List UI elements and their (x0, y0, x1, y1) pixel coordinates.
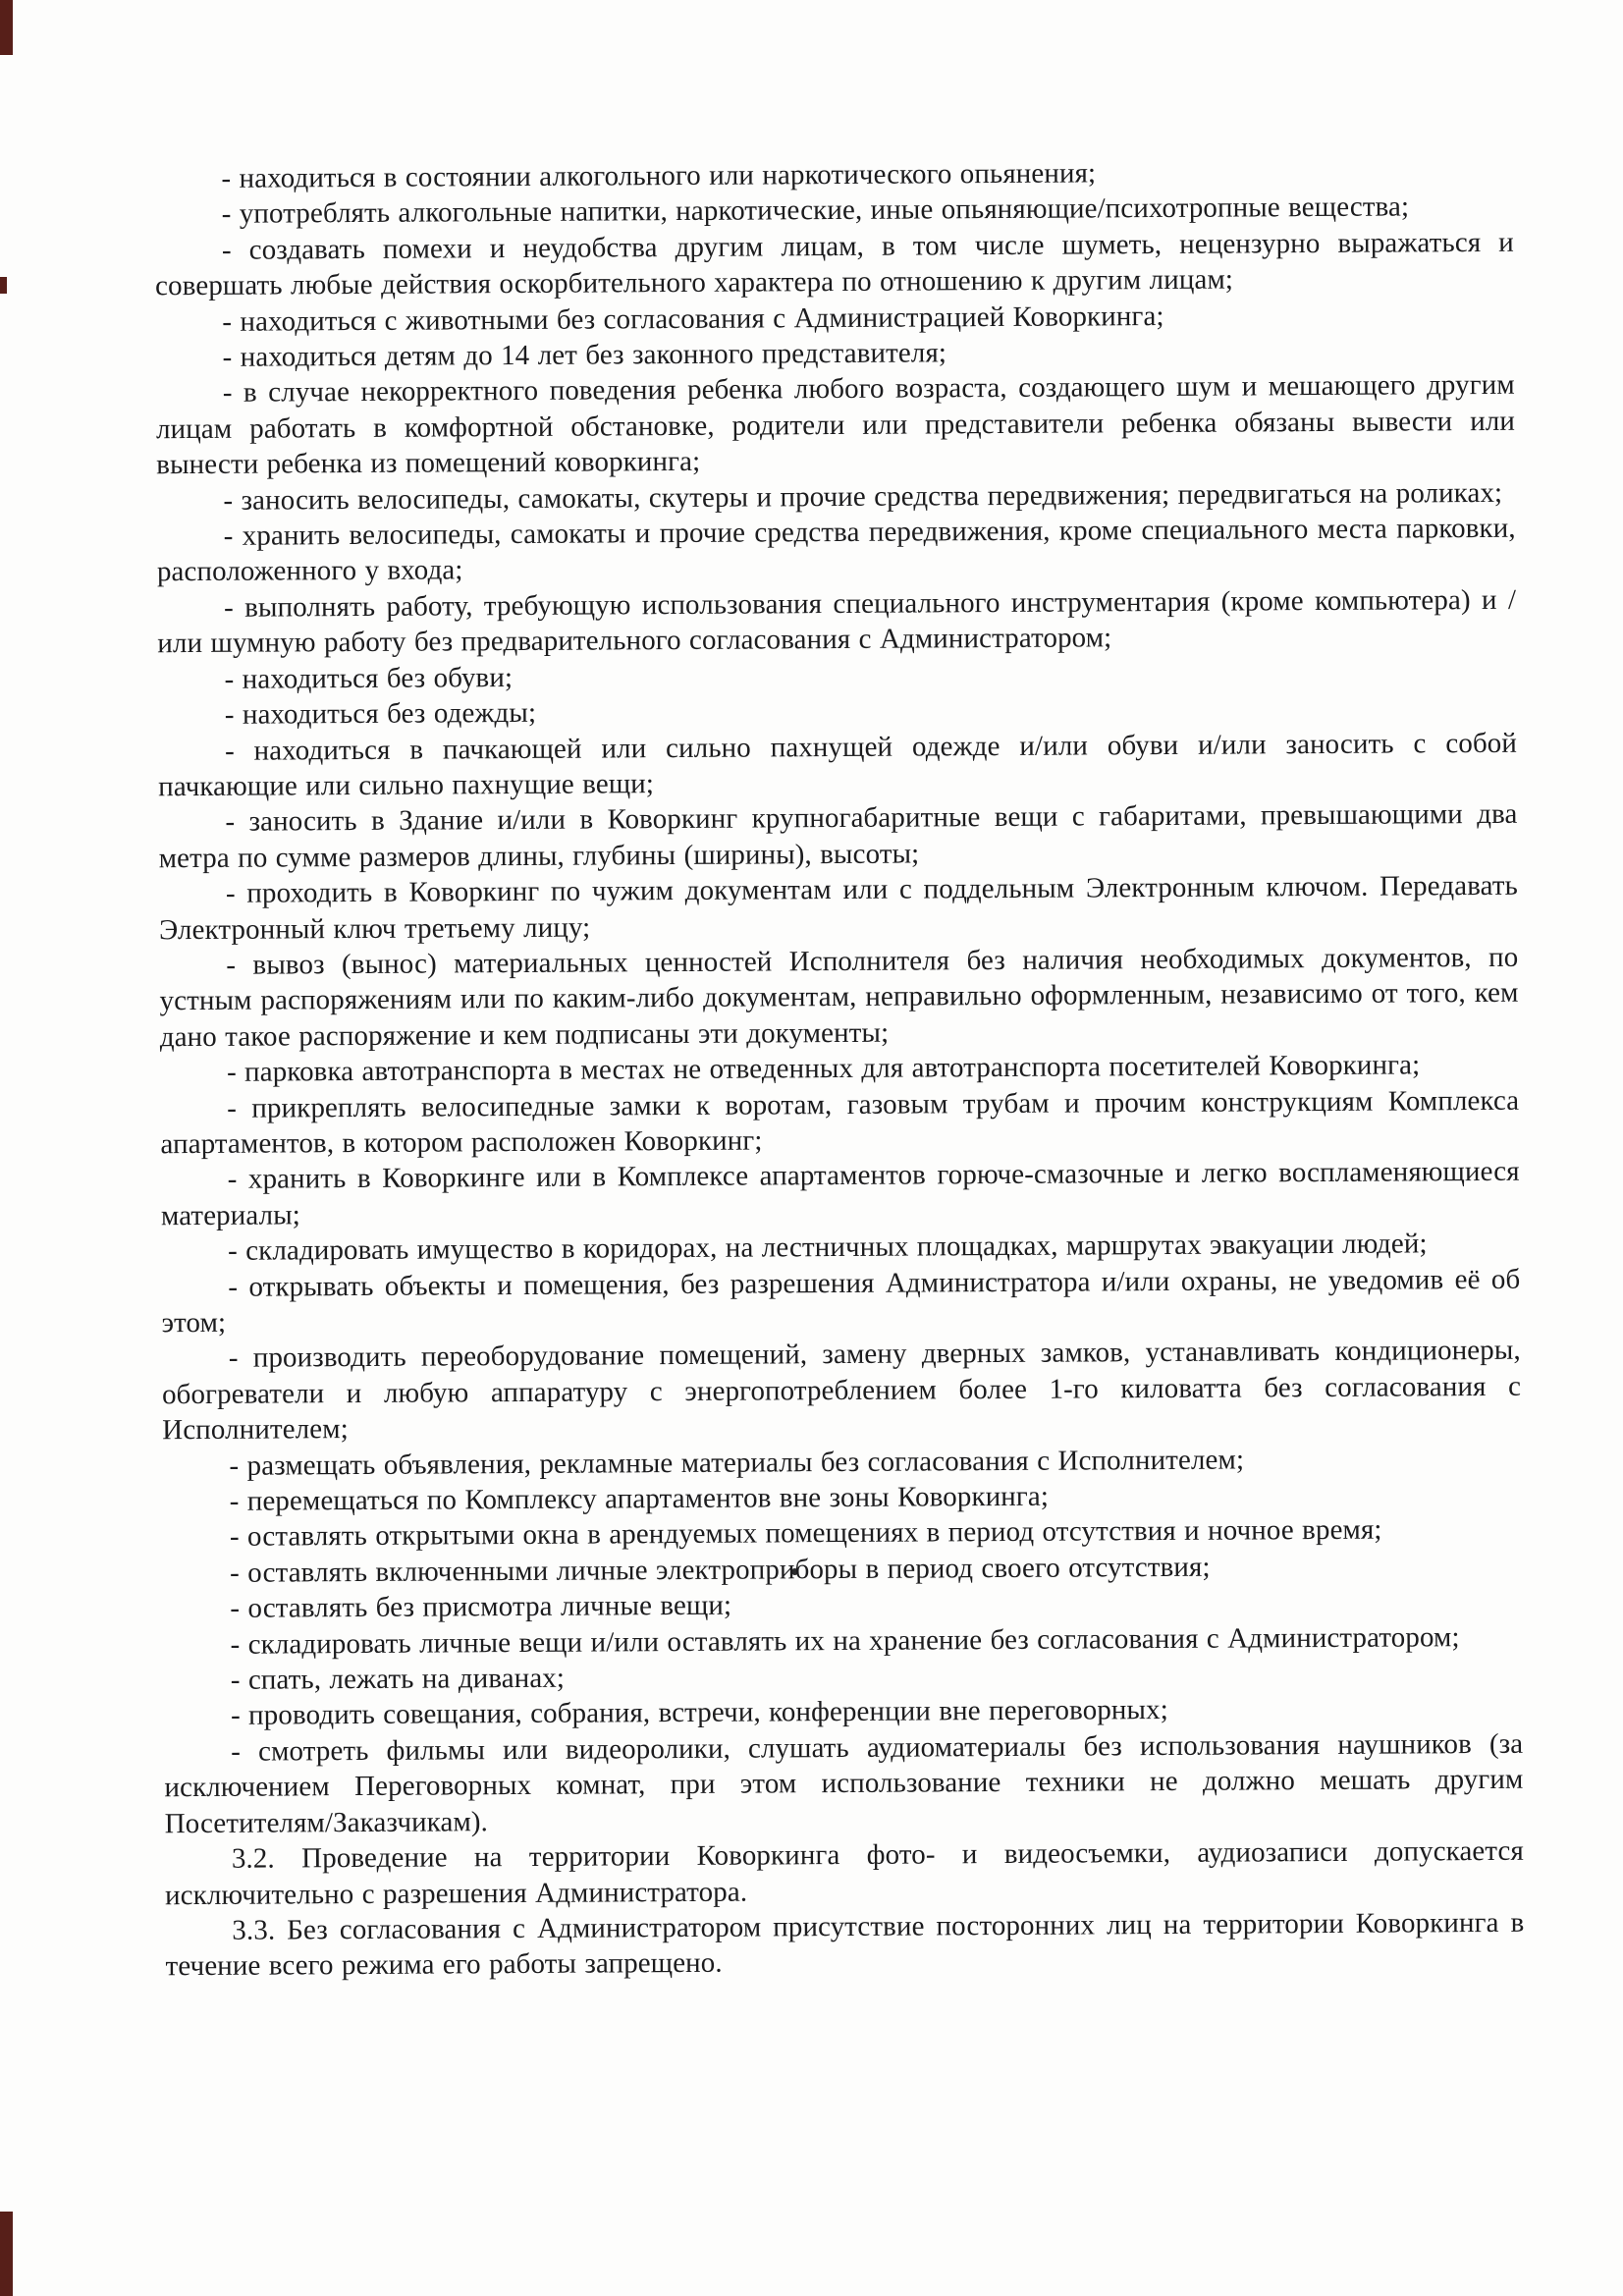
rule-item: - складировать личные вещи и/или оставлять их на хранение без согласования с Администратором; (230, 1620, 1460, 1661)
scan-edge-artifact-top (0, 0, 13, 55)
rule-item: - употреблять алкогольные напитки, наркотические, иные опьяняющие/психотропные вещества; (221, 191, 1410, 231)
rule-item: - смотреть фильмы или видеоролики, слушать аудиоматериалы без использования наушников (за исключением Переговорных комнат, при этом использование техники не должно мешать другим Посетителям/Заказчикам). (164, 1727, 1524, 1839)
rule-item: - производить переоборудование помещений, замену дверных замков, устанавливать кондиционеры, обогреватели и любую аппаратуру с энергопотреблением более 1-го киловатта без согласования с Исполнителем; (161, 1335, 1522, 1447)
rule-item: - находиться детям до 14 лет без законного представителя; (222, 337, 947, 373)
rule-item: - проходить в Коворкинг по чужим документам или с поддельным Электронным ключом. Передавать Электронный ключ третьему лицу; (159, 869, 1518, 946)
scan-edge-artifact-middle (0, 277, 7, 294)
rule-item: - хранить велосипеды, самокаты и прочие средства передвижения, кроме специального места парковки, расположенного у входа; (156, 512, 1516, 588)
rule-item: - проводить совещания, собрания, встречи, конференции вне переговорных; (230, 1694, 1168, 1732)
rule-item: - создавать помехи и неудобства другим лицам, в том числе шуметь, нецензурно выражаться и совершать любые действия оскорбительного характера по отношению к другим лицам; (155, 226, 1514, 302)
rules-text-block (154, 153, 1524, 1985)
section-paragraph: 3.2. Проведение на территории Коворкинга фото- и видеосъемки, аудиозаписи допускается исключительно с разрешения Администратора. (165, 1834, 1524, 1911)
rule-item: - заносить в Здание и/или в Коворкинг крупногабаритные вещи с габаритами, превышающими два метра по сумме размеров длины, глубины (ширины), высоты; (158, 798, 1518, 874)
rule-item: - открывать объекты и помещения, без разрешения Администратора и/или охраны, не уведомив её об этом; (161, 1263, 1521, 1339)
rule-item: - оставлять включенными личные электроприборы в период своего отсутствия; (230, 1551, 1211, 1589)
rule-item: - находиться без обуви; (224, 661, 514, 695)
rule-item: - находиться в состоянии алкогольного или наркотического опьянения; (221, 157, 1097, 194)
rule-item: - перемещаться по Комплексу апартаментов вне зоны Коворкинга; (229, 1480, 1050, 1517)
rule-item: - хранить в Коворкинге или в Комплексе апартаментов горюче-смазочные и легко воспламеняющиеся материалы; (160, 1156, 1520, 1232)
rule-item: - выполнять работу, требующую использования специального инструментария (кроме компьютера) и / или шумную работу без предварительного согласования с Администратором; (157, 583, 1517, 660)
rule-item: - оставлять без присмотра личные вещи; (230, 1589, 732, 1625)
rule-item: - оставлять открытыми окна в арендуемых помещениях в период отсутствия и ночное время; (229, 1514, 1382, 1554)
scan-edge-artifact-bottom (0, 2212, 13, 2296)
rule-item: - спать, лежать на диванах; (230, 1662, 566, 1696)
rule-item: - складировать имущество в коридорах, на лестничных площадках, маршрутах эвакуации людей; (228, 1228, 1428, 1267)
rule-item: - размещать объявления, рекламные материалы без согласования с Исполнителем; (229, 1444, 1245, 1482)
section-paragraph: 3.3. Без согласования с Администратором присутствие посторонних лиц на территории Коворкинга в течение всего режима его работы запрещено. (165, 1906, 1525, 1983)
rule-item: - находиться без одежды; (224, 696, 537, 731)
rule-item: - в случае некорректного поведения ребенка любого возраста, создающего шум и мешающего другим лицам работать в комфортной обстановке, родители или представители ребенка обязаны вывести или вынести ребенка из помещений коворкинга; (155, 369, 1516, 481)
rule-item: - парковка автотранспорта в местах не отведенных для автотранспорта посетителей Коворкинга; (226, 1049, 1421, 1088)
rule-item: - заносить велосипеды, самокаты, скутеры и прочие средства передвижения; передвигаться на роликах; (223, 476, 1503, 517)
rule-item: - прикреплять велосипедные замки к воротам, газовым трубам и прочим конструкциям Комплекса апартаментов, в котором расположен Коворкинг; (160, 1084, 1520, 1161)
rule-item: - находиться в пачкающей или сильно пахнущей одежде и/или обуви и/или заносить с собой пачкающие или сильно пахнущие вещи; (158, 727, 1518, 803)
rule-item: - находиться с животными без согласования с Администрацией Коворкинга; (222, 300, 1164, 338)
rule-item: - вывоз (вынос) материальных ценностей Исполнителя без наличия необходимых документов, по устным распоряжениям или по каким-либо документам, неправильно оформленным, независимо от того, кем дано такое распоряжение и кем подписаны эти документы; (159, 941, 1519, 1053)
